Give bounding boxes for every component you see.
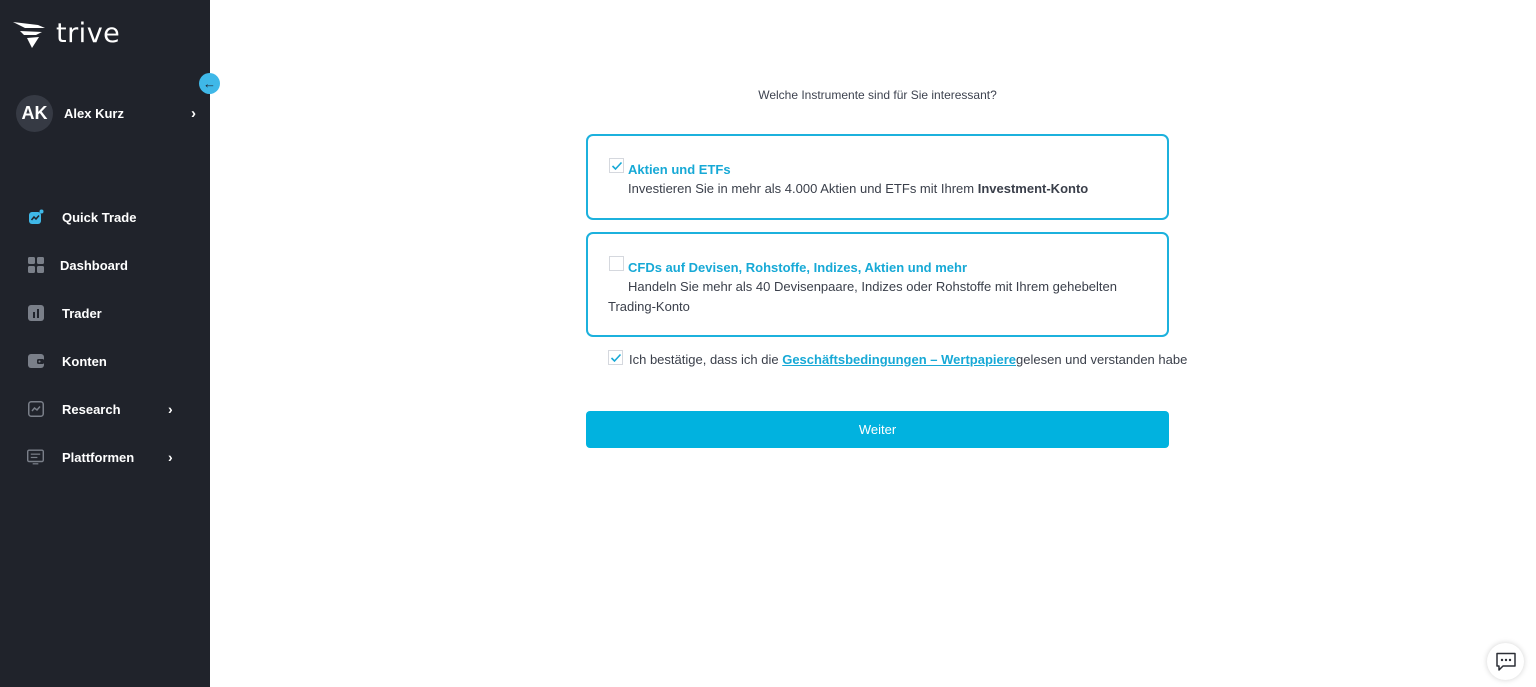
chevron-right-icon: › — [168, 401, 173, 417]
chat-icon — [1495, 652, 1517, 672]
option-card-cfds[interactable] — [586, 232, 1169, 337]
sidebar-item-trader[interactable] — [0, 289, 210, 337]
sidebar-item-research[interactable] — [0, 385, 210, 433]
logo-text: trive — [56, 18, 121, 49]
sidebar-item-dashboard[interactable] — [0, 241, 210, 289]
wallet-icon — [27, 353, 44, 370]
arrow-left-icon: ← — [203, 76, 216, 91]
platform-icon — [27, 449, 44, 466]
checkmark-icon — [611, 160, 623, 172]
quick-trade-icon — [27, 209, 44, 226]
terms-confirmation — [608, 350, 1188, 370]
chat-button[interactable] — [1487, 643, 1524, 680]
sidebar-item-quick-trade[interactable] — [0, 193, 210, 241]
sidebar-item-label: Research — [62, 401, 121, 417]
option-description-account: Investment-Konto — [977, 181, 1089, 196]
option-title: CFDs auf Devisen, Rohstoffe, Indizes, Aktien und mehr — [628, 260, 968, 275]
sidebar-item-label: Quick Trade — [62, 209, 137, 225]
option-title: Aktien und ETFs — [628, 162, 731, 177]
terms-link[interactable]: Geschäftsbedingungen – Wertpapiere — [782, 352, 1017, 367]
research-icon — [27, 401, 44, 418]
question-heading: Welche Instrumente sind für Sie interessant? — [758, 88, 997, 102]
dashboard-icon — [27, 257, 44, 274]
sidebar-item-plattformen[interactable] — [0, 433, 210, 481]
trader-icon — [27, 305, 44, 322]
checkmark-icon — [610, 352, 622, 364]
avatar: AK — [16, 95, 53, 132]
option-card-aktien[interactable] — [586, 134, 1169, 220]
weiter-button[interactable]: Weiter — [586, 411, 1169, 448]
option-description-line2: Trading-Konto — [608, 299, 690, 314]
chevron-right-icon: › — [168, 449, 173, 465]
option-checkbox-aktien[interactable] — [609, 158, 624, 173]
collapse-sidebar-button[interactable] — [199, 73, 220, 94]
chevron-right-icon: › — [191, 104, 196, 122]
sidebar-item-label: Konten — [62, 353, 107, 369]
trive-logo-icon — [12, 19, 48, 49]
sidebar-nav — [0, 193, 210, 481]
sidebar-item-label: Trader — [62, 305, 102, 321]
sidebar-item-konten[interactable] — [0, 337, 210, 385]
user-name: Alex Kurz — [64, 105, 124, 121]
sidebar-item-label: Dashboard — [60, 257, 128, 273]
terms-suffix: gelesen und verstanden habe — [1016, 352, 1188, 367]
sidebar-item-label: Plattformen — [62, 449, 135, 465]
trive-logo[interactable] — [12, 18, 120, 49]
user-profile[interactable] — [16, 94, 196, 132]
terms-prefix: Ich bestätige, dass ich die — [629, 352, 783, 367]
terms-checkbox[interactable] — [608, 350, 623, 365]
option-description: Handeln Sie mehr als 40 Devisenpaare, Indizes oder Rohstoffe mit Ihrem gehebelten — [628, 279, 1117, 294]
option-description-text: Investieren Sie in mehr als 4.000 Aktien und ETFs mit Ihrem — [628, 181, 978, 196]
sidebar — [0, 0, 210, 687]
terms-text — [629, 352, 1187, 367]
option-description — [628, 179, 1088, 199]
option-checkbox-cfds[interactable] — [609, 256, 624, 271]
